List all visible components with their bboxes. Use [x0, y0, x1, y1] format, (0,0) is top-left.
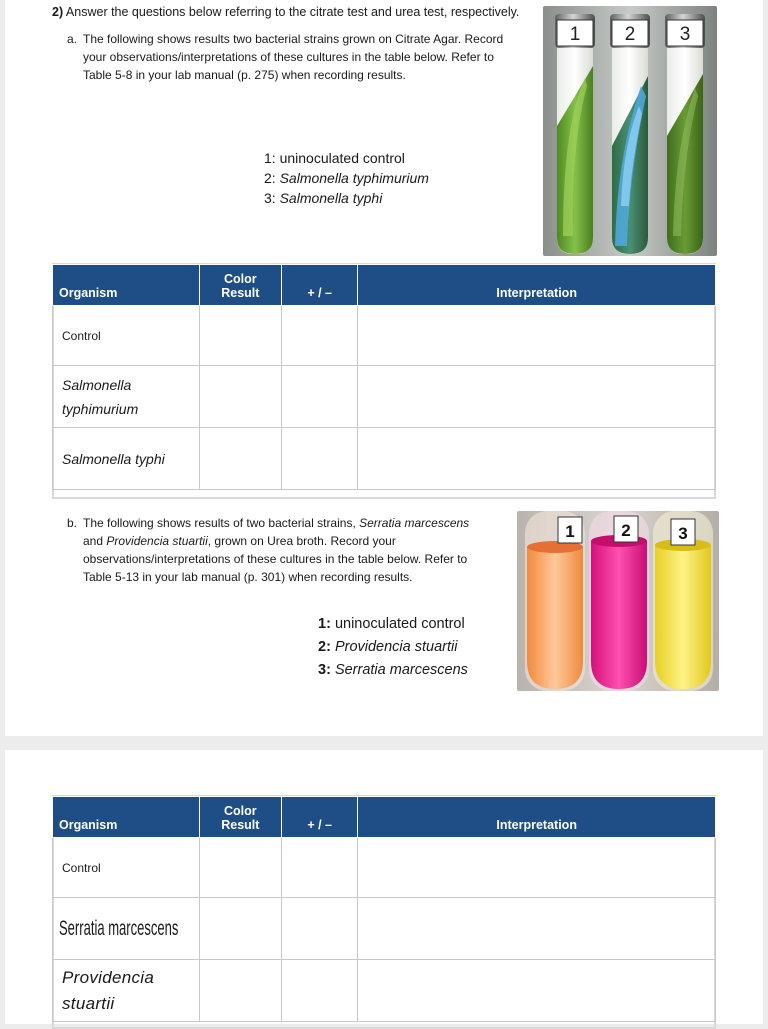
interpretation-cell[interactable]	[358, 366, 716, 428]
col-interpretation: Interpretation	[358, 797, 716, 838]
sign-cell[interactable]	[282, 960, 358, 1022]
sign-cell[interactable]	[282, 428, 358, 490]
part-a-letter: a.	[67, 32, 78, 46]
tube-label-2: 2	[624, 24, 636, 45]
question-text: Answer the questions below referring to the citrate test and urea test, respectively.	[65, 5, 520, 19]
legend-item: 2: Providencia stuartii	[318, 639, 458, 655]
legend-item: 3: Serratia marcescens	[318, 662, 468, 678]
part-a-legend	[264, 148, 429, 208]
urea-tube-label-2: 2	[621, 521, 631, 540]
part-b-line-2: and Providencia stuartii, grown on Urea broth. Record your	[83, 534, 396, 548]
color-result-cell[interactable]	[199, 960, 281, 1022]
organism-providencia-stuartii: Providencia stuartii	[53, 960, 200, 1022]
urea-tubes-photo	[517, 511, 719, 691]
urea-tube-label-3: 3	[678, 524, 688, 543]
interpretation-cell[interactable]	[358, 306, 716, 366]
worksheet-page-2	[5, 750, 763, 1024]
organism-control: Control	[53, 306, 200, 366]
organism-control: Control	[53, 838, 200, 898]
urea-results-table	[52, 796, 716, 1022]
table-row	[53, 366, 716, 428]
col-color-result: Color Result	[199, 265, 281, 306]
table-row	[53, 898, 716, 960]
part-a-line-3: Table 5-8 in your lab manual (p. 275) when recording results.	[83, 68, 406, 82]
legend-item: 1: uninoculated control	[264, 150, 405, 166]
organism-serratia-marcescens: Serratia marcescens	[53, 898, 200, 960]
part-a-line-2: your observations/interpretations of these cultures in the table below. Refer to	[83, 50, 494, 64]
part-b-line-3: observations/interpretations of these cultures in the table below. Refer to	[83, 552, 468, 566]
color-result-cell[interactable]	[199, 838, 281, 898]
citrate-tubes-photo	[543, 6, 717, 256]
urea-tubes-illustration	[517, 511, 719, 691]
color-result-cell[interactable]	[199, 428, 281, 490]
table-row	[53, 306, 716, 366]
legend-item: 2: Salmonella typhimurium	[264, 170, 429, 186]
color-result-cell[interactable]	[199, 306, 281, 366]
tube-3	[665, 14, 705, 254]
citrate-results-table	[52, 264, 716, 490]
urea-tube-label-1: 1	[565, 522, 575, 541]
table-row	[53, 838, 716, 898]
col-color-result: Color Result	[199, 797, 281, 838]
legend-item: 3: Salmonella typhi	[264, 190, 383, 206]
organism-salmonella-typhi: Salmonella typhi	[53, 428, 200, 490]
part-b-legend	[318, 613, 468, 682]
col-interpretation: Interpretation	[358, 265, 716, 306]
color-result-cell[interactable]	[199, 898, 281, 960]
tube-label-3: 3	[679, 24, 691, 45]
question-number: 2)	[52, 5, 64, 19]
col-organism: Organism	[53, 265, 200, 306]
part-a-instructions	[67, 30, 537, 84]
organism-salmonella-typhimurium: Salmonella typhimurium	[53, 366, 200, 428]
interpretation-cell[interactable]	[358, 838, 716, 898]
col-sign: + / –	[282, 797, 358, 838]
part-b-letter: b.	[67, 516, 78, 530]
sign-cell[interactable]	[282, 838, 358, 898]
sign-cell[interactable]	[282, 366, 358, 428]
color-result-cell[interactable]	[199, 366, 281, 428]
part-b-line-1: The following shows results of two bacterial strains, Serratia marcescens	[83, 516, 470, 530]
tube-2	[610, 14, 650, 254]
col-sign: + / –	[282, 265, 358, 306]
worksheet-page-1	[5, 0, 763, 736]
sign-cell[interactable]	[282, 306, 358, 366]
interpretation-cell[interactable]	[358, 428, 716, 490]
question-2-heading	[52, 5, 519, 19]
part-b-line-4: Table 5-13 in your lab manual (p. 301) when recording results.	[83, 570, 413, 584]
part-b-instructions	[67, 514, 497, 586]
tube-1	[555, 14, 595, 254]
interpretation-cell[interactable]	[358, 960, 716, 1022]
table-row	[53, 960, 716, 1022]
col-organism: Organism	[53, 797, 200, 838]
legend-item: 1: uninoculated control	[318, 616, 465, 632]
citrate-tubes-illustration	[543, 6, 717, 256]
sign-cell[interactable]	[282, 898, 358, 960]
interpretation-cell[interactable]	[358, 898, 716, 960]
tube-label-1: 1	[569, 24, 581, 45]
table-row	[53, 428, 716, 490]
part-a-line-1: The following shows results two bacterial strains grown on Citrate Agar. Record	[83, 32, 504, 46]
